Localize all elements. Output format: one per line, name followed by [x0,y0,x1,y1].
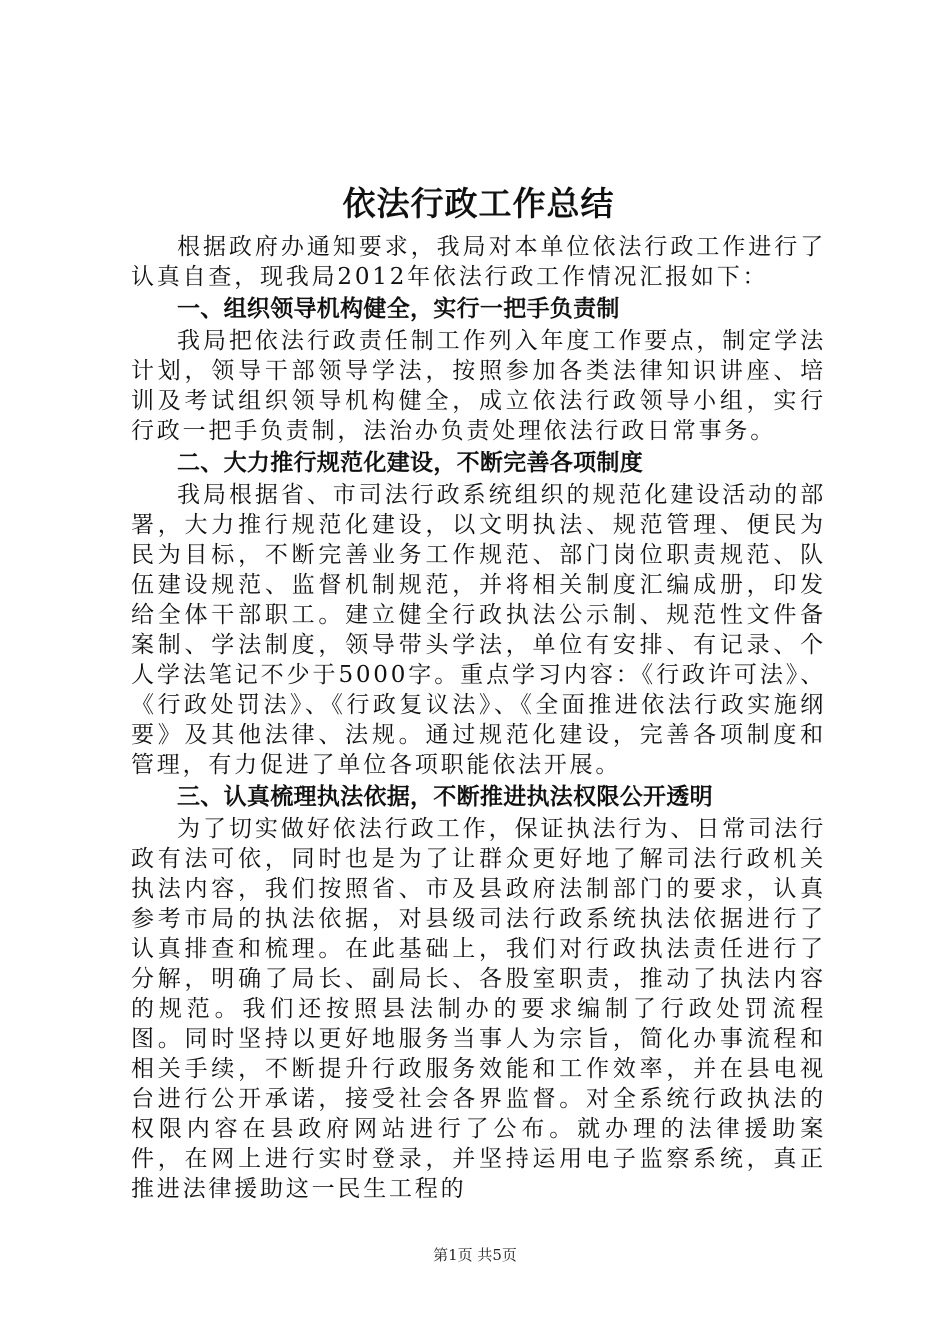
section-1-body: 我局把依法行政责任制工作列入年度工作要点，制定学法计划，领导干部领导学法，按照参加各类法律知识讲座、培训及考试组织领导机构健全，成立依法行政领导小组，实行行政一把手负责制，法治办负责处理依法行政日常事务。 [131,328,826,444]
section-1-heading: 一、组织领导机构健全，实行一把手负责制 [177,296,620,322]
page-title: 依法行政工作总结 [342,184,615,223]
section-3-body: 为了切实做好依法行政工作，保证执法行为、日常司法行政有法可依，同时也是为了让群众更好地了解司法行政机关执法内容，我们按照省、市及县政府法制部门的要求，认真参考市局的执法依据，对县级司法行政系统执法依据进行了认真排查和梳理。在此基础上，我们对行政执法责任进行了分解，明确了局长、副局长、各股室职责，推动了执法内容的规范。我们还按照县法制办的要求编制了行政处罚流程图。同时坚持以更好地服务当事人为宗旨，简化办事流程和相关手续，不断提升行政服务效能和工作效率，并在县电视台进行公开承诺，接受社会各界监督。对全系统行政执法的权限内容在县政府网站进行了公布。就办理的法律援助案件，在网上进行实时登录，并坚持运用电子监察系统，真正推进法律援助这一民生工程的 [131,816,826,1202]
section-2-heading: 二、大力推行规范化建设，不断完善各项制度 [177,450,643,476]
section-3-heading: 三、认真梳理执法依据，不断推进执法权限公开透明 [177,784,713,810]
page-footer: 第1页 共5页 [433,1246,517,1264]
intro-paragraph: 根据政府办通知要求，我局对本单位依法行政工作进行了认真自查，现我局2012年依法行政工作情况汇报如下： [131,234,826,290]
section-2-body: 我局根据省、市司法行政系统组织的规范化建设活动的部署，大力推行规范化建设，以文明执法、规范管理、便民为民为目标，不断完善业务工作规范、部门岗位职责规范、队伍建设规范、监督机制规范，并将相关制度汇编成册，印发给全体干部职工。建立健全行政执法公示制、规范性文件备案制、学法制度，领导带头学法，单位有安排、有记录、个人学法笔记不少于5000字。重点学习内容：《行政许可法》、《行政处罚法》、《行政复议法》、《全面推进依法行政实施纲要》及其他法律、法规。通过规范化建设，完善各项制度和管理，有力促进了单位各项职能依法开展。 [131,482,826,778]
document-body [131,180,826,1204]
